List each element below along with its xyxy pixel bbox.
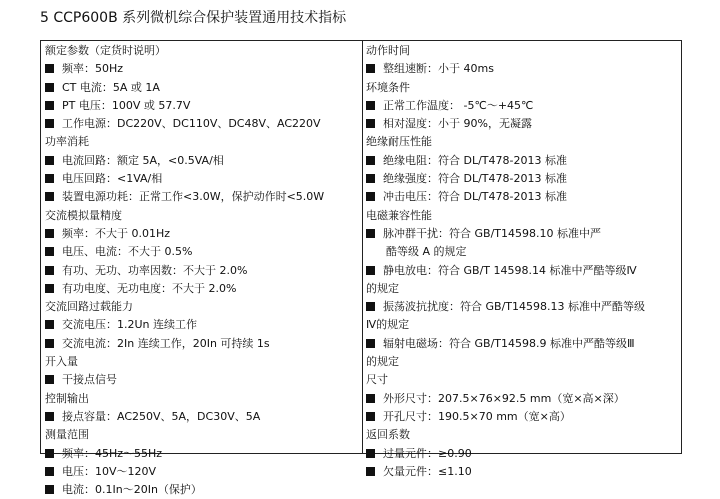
bullet-square-icon <box>45 284 54 293</box>
bullet-square-icon <box>366 64 375 73</box>
spec-text: 工作电源：DC220V、DC110V、DC48V、AC220V <box>62 117 321 131</box>
bullet-square-icon <box>366 302 375 311</box>
spec-text: 绝缘强度：符合 DL/T478-2013 标准 <box>383 172 567 186</box>
spec-text-line <box>366 353 681 371</box>
bullet-square-icon <box>366 156 375 165</box>
bullet-square-icon <box>366 467 375 476</box>
bullet-square-icon <box>366 101 375 110</box>
spec-bullet-item <box>366 262 681 280</box>
spec-text: 整组速断：小于 40ms <box>383 62 494 76</box>
spec-text-line <box>366 79 681 97</box>
spec-text: 电压、电流：不大于 0.5% <box>62 245 193 259</box>
spec-text: 频率：45Hz～55Hz <box>62 446 163 460</box>
spec-text-line <box>45 390 362 408</box>
spec-text-line <box>366 133 681 151</box>
spec-text: 电压回路：<1VA/相 <box>62 172 163 186</box>
spec-text: 绝缘耐压性能 <box>366 135 432 149</box>
spec-text: 有功电度、无功电度：不大于 2.0% <box>62 281 237 295</box>
spec-text: 的规定 <box>366 281 399 295</box>
spec-text: 开孔尺寸：190.5×70 mm（宽×高） <box>383 409 571 423</box>
spec-bullet-item <box>45 316 362 334</box>
bullet-square-icon <box>45 174 54 183</box>
spec-bullet-item <box>366 170 681 188</box>
spec-text: 额定参数（定货时说明） <box>45 44 166 57</box>
spec-bullet-item <box>366 97 681 115</box>
spec-text-line <box>366 42 681 60</box>
spec-text-line <box>366 426 681 444</box>
spec-text: CT 电流：5A 或 1A <box>62 80 160 94</box>
bullet-square-icon <box>366 192 375 201</box>
spec-bullet-item <box>366 188 681 206</box>
bullet-square-icon <box>45 192 54 201</box>
spec-bullet-item <box>45 60 362 78</box>
bullet-square-icon <box>45 412 54 421</box>
spec-bullet-item <box>366 445 681 463</box>
bullet-square-icon <box>366 119 375 128</box>
spec-bullet-item <box>45 335 362 353</box>
bullet-square-icon <box>366 412 375 421</box>
bullet-square-icon <box>366 229 375 238</box>
spec-text: 交流模拟量精度 <box>45 208 122 222</box>
spec-text: 有功、无功、功率因数：不大于 2.0% <box>62 263 248 277</box>
spec-column-right <box>363 41 681 478</box>
spec-bullet-item <box>366 152 681 170</box>
spec-text: 开入量 <box>45 355 78 369</box>
spec-text: 正常工作温度： -5℃～+45℃ <box>383 98 534 112</box>
spec-bullet-item <box>45 371 362 389</box>
spec-text: 尺寸 <box>366 373 388 387</box>
spec-text: 环境条件 <box>366 80 410 94</box>
spec-text: 接点容量：AC250V、5A，DC30V、5A <box>62 409 261 423</box>
spec-bullet-item <box>45 280 362 298</box>
spec-text: 交流电压：1.2Un 连续工作 <box>62 318 198 332</box>
document-title: 5 CCP600B 系列微机综合保护装置通用技术指标 <box>40 10 347 26</box>
bullet-square-icon <box>366 449 375 458</box>
spec-text: 干接点信号 <box>62 373 117 387</box>
spec-text: 欠量元件：≤1.10 <box>383 464 472 478</box>
spec-text: 控制输出 <box>45 391 89 405</box>
spec-text-line <box>45 298 362 316</box>
spec-bullet-item <box>366 298 681 316</box>
bullet-square-icon <box>366 339 375 348</box>
spec-bullet-item <box>366 463 681 481</box>
bullet-square-icon <box>45 467 54 476</box>
spec-text-line <box>366 280 681 298</box>
spec-text: Ⅳ的规定 <box>366 318 410 332</box>
bullet-square-icon <box>45 247 54 256</box>
spec-text: 酷等级 A 的规定 <box>386 245 467 259</box>
spec-table <box>40 40 682 497</box>
spec-text-line <box>366 207 681 225</box>
spec-text-line <box>366 316 681 334</box>
spec-text-line <box>366 243 681 261</box>
spec-bullet-item <box>45 115 362 133</box>
spec-text: 动作时间 <box>366 44 410 57</box>
bullet-square-icon <box>366 174 375 183</box>
spec-bullet-item <box>366 115 681 133</box>
bullet-square-icon <box>45 119 54 128</box>
bullet-square-icon <box>45 449 54 458</box>
spec-text: 频率：50Hz <box>62 62 124 76</box>
spec-text: 频率：不大于 0.01Hz <box>62 226 171 240</box>
bullet-square-icon <box>45 320 54 329</box>
spec-bullet-item <box>45 243 362 261</box>
spec-text: 过量元件：≥0.90 <box>383 446 472 460</box>
spec-text: 电流：0.1In～20In（保护） <box>62 483 202 497</box>
spec-text: 的规定 <box>366 355 399 369</box>
spec-text: PT 电压：100V 或 57.7V <box>62 98 191 112</box>
spec-text: 交流电流：2In 连续工作，20In 可持续 1s <box>62 336 270 350</box>
spec-text-line <box>45 133 362 151</box>
spec-text-line <box>366 371 681 389</box>
spec-bullet-item <box>366 225 681 243</box>
bullet-square-icon <box>45 485 54 494</box>
spec-text: 振荡波抗扰度：符合 GB/T14598.13 标准中严酷等级 <box>383 300 645 314</box>
spec-bullet-item <box>45 79 362 97</box>
spec-bullet-item <box>45 445 362 463</box>
spec-text-line <box>45 207 362 225</box>
spec-text-line <box>45 426 362 444</box>
spec-text: 绝缘电阻：符合 DL/T478-2013 标准 <box>383 153 567 167</box>
spec-bullet-item <box>45 225 362 243</box>
spec-text: 装置电源功耗：正常工作<3.0W，保护动作时<5.0W <box>62 190 325 204</box>
spec-text-line <box>45 353 362 371</box>
spec-text: 交流回路过载能力 <box>45 300 133 314</box>
spec-bullet-item <box>45 152 362 170</box>
spec-text: 电磁兼容性能 <box>366 208 432 222</box>
spec-text: 冲击电压：符合 DL/T478-2013 标准 <box>383 190 567 204</box>
spec-text: 测量范围 <box>45 428 89 442</box>
spec-text: 返回系数 <box>366 428 410 442</box>
spec-bullet-item <box>45 188 362 206</box>
spec-text: 外形尺寸：207.5×76×92.5 mm（宽×高×深） <box>383 391 625 405</box>
spec-text: 功率消耗 <box>45 135 89 149</box>
spec-bullet-item <box>366 60 681 78</box>
spec-text: 脉冲群干扰：符合 GB/T14598.10 标准中严 <box>383 226 601 240</box>
bullet-square-icon <box>45 101 54 110</box>
spec-text: 辐射电磁场：符合 GB/T14598.9 标准中严酷等级Ⅲ <box>383 336 635 350</box>
spec-bullet-item <box>45 97 362 115</box>
spec-text: 电压：10V～120V <box>62 464 157 478</box>
bullet-square-icon <box>45 266 54 275</box>
spec-bullet-item <box>366 335 681 353</box>
bullet-square-icon <box>45 83 54 92</box>
spec-bullet-item <box>45 463 362 481</box>
bullet-square-icon <box>366 394 375 403</box>
spec-bullet-item <box>45 481 362 499</box>
spec-bullet-item <box>45 262 362 280</box>
spec-bullet-item <box>366 390 681 408</box>
bullet-square-icon <box>366 266 375 275</box>
spec-bullet-item <box>366 408 681 426</box>
spec-bullet-item <box>45 170 362 188</box>
bullet-square-icon <box>45 339 54 348</box>
spec-text: 静电放电：符合 GB/T 14598.14 标准中严酷等级Ⅳ <box>383 263 637 277</box>
spec-column-left <box>41 41 363 497</box>
spec-bullet-item <box>45 408 362 426</box>
bullet-square-icon <box>45 375 54 384</box>
spec-text: 相对湿度：小于 90%，无凝露 <box>383 117 532 131</box>
bullet-square-icon <box>45 64 54 73</box>
bullet-square-icon <box>45 156 54 165</box>
bullet-square-icon <box>45 229 54 238</box>
spec-text: 电流回路：额定 5A，<0.5VA/相 <box>62 153 224 167</box>
spec-text-line <box>45 42 362 60</box>
